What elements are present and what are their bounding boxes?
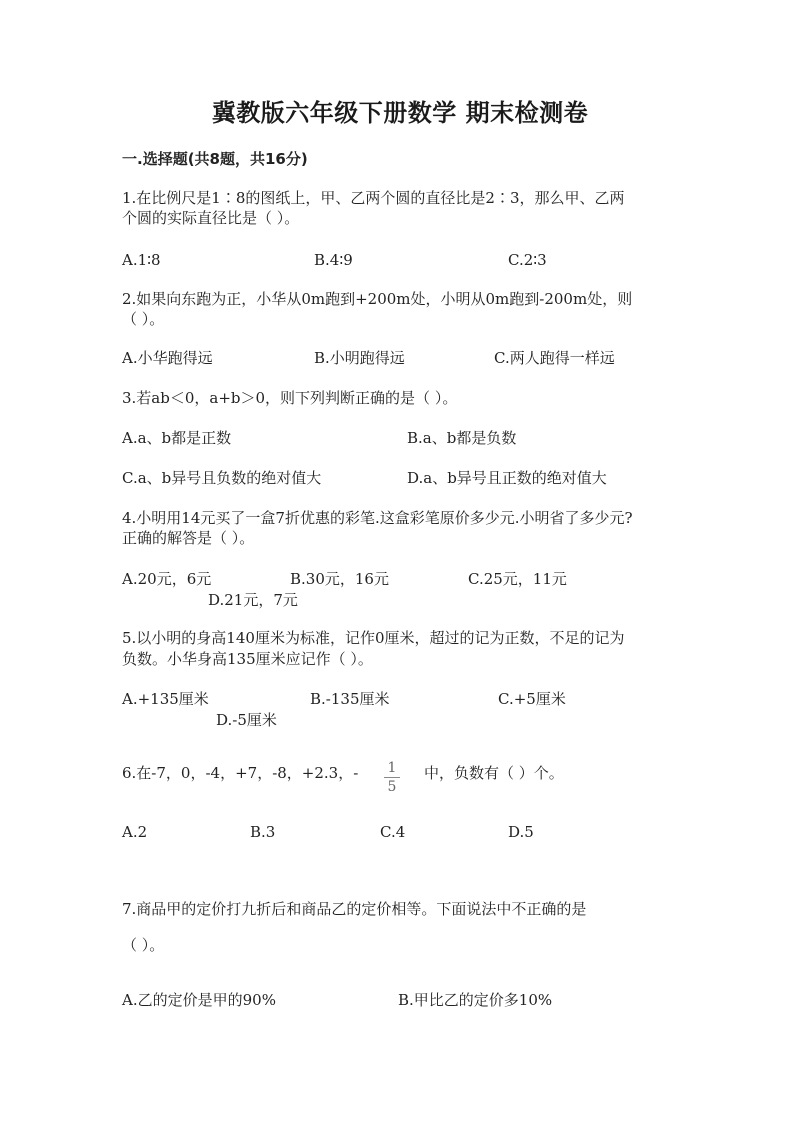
fraction-denominator: 5 <box>387 779 397 795</box>
fraction-bar <box>384 777 400 778</box>
q7-option-b[interactable]: B.甲比乙的定价多10% <box>398 991 553 1009</box>
q1-text-line2: 个圆的实际直径比是（ ）。 <box>122 209 300 227</box>
fraction-numerator: 1 <box>387 760 397 776</box>
q6-option-a[interactable]: A.2 <box>122 823 148 841</box>
q6-text-suffix: 中，负数有（ ）个。 <box>424 764 564 782</box>
q5-option-a[interactable]: A.+135厘米 <box>122 690 209 708</box>
q5-option-d[interactable]: D.-5厘米 <box>216 711 277 729</box>
section-heading: 一.选择题(共8题，共16分) <box>122 150 308 168</box>
q3-text-line1: 3.若ab＜0，a+b＞0，则下列判断正确的是（ ）。 <box>122 389 458 407</box>
q6-option-c[interactable]: C.4 <box>380 823 406 841</box>
q2-option-a[interactable]: A.小华跑得远 <box>122 349 213 367</box>
q2-option-c[interactable]: C.两人跑得一样远 <box>494 349 615 367</box>
q2-option-b[interactable]: B.小明跑得远 <box>314 349 405 367</box>
q4-option-c[interactable]: C.25元，11元 <box>468 570 567 588</box>
q1-option-a[interactable]: A.1∶8 <box>122 251 161 269</box>
q4-text-line2: 正确的解答是（ ）。 <box>122 529 255 547</box>
fraction-one-fifth <box>384 760 400 795</box>
q1-text-line1: 1.在比例尺是1∶8的图纸上，甲、乙两个圆的直径比是2∶3，那么甲、乙两 <box>122 189 625 207</box>
q3-option-b[interactable]: B.a、b都是负数 <box>407 429 517 447</box>
q6-option-d[interactable]: D.5 <box>508 823 534 841</box>
q3-option-c[interactable]: C.a、b异号且负数的绝对值大 <box>122 469 322 487</box>
q6-option-b[interactable]: B.3 <box>250 823 276 841</box>
q5-option-c[interactable]: C.+5厘米 <box>498 690 566 708</box>
q5-text-line2: 负数。小华身高135厘米应记作（ ）。 <box>122 650 373 668</box>
q7-option-a[interactable]: A.乙的定价是甲的90% <box>122 991 276 1009</box>
q4-option-a[interactable]: A.20元，6元 <box>122 570 212 588</box>
q4-option-d[interactable]: D.21元，7元 <box>208 591 298 609</box>
page-title: 冀教版六年级下册数学 期末检测卷 <box>211 99 589 127</box>
q2-text-line2: （ ）。 <box>122 310 165 328</box>
q4-text-line1: 4.小明用14元买了一盒7折优惠的彩笔.这盒彩笔原价多少元.小明省了多少元? <box>122 509 633 527</box>
q3-option-d[interactable]: D.a、b异号且正数的绝对值大 <box>407 469 607 487</box>
q3-option-a[interactable]: A.a、b都是正数 <box>122 429 232 447</box>
q4-option-b[interactable]: B.30元，16元 <box>290 570 389 588</box>
q5-option-b[interactable]: B.-135厘米 <box>310 690 390 708</box>
q6-text-prefix: 6.在-7，0，-4，+7，-8，+2.3，- <box>122 764 359 782</box>
q7-text-line2: （ ）。 <box>122 936 165 954</box>
q2-text-line1: 2.如果向东跑为正，小华从0m跑到+200m处，小明从0m跑到-200m处，则 <box>122 290 633 308</box>
q7-text-line1: 7.商品甲的定价打九折后和商品乙的定价相等。下面说法中不正确的是 <box>122 900 587 918</box>
q1-option-c[interactable]: C.2∶3 <box>508 251 547 269</box>
q1-option-b[interactable]: B.4∶9 <box>314 251 353 269</box>
q5-text-line1: 5.以小明的身高140厘米为标准，记作0厘米，超过的记为正数，不足的记为 <box>122 629 625 647</box>
